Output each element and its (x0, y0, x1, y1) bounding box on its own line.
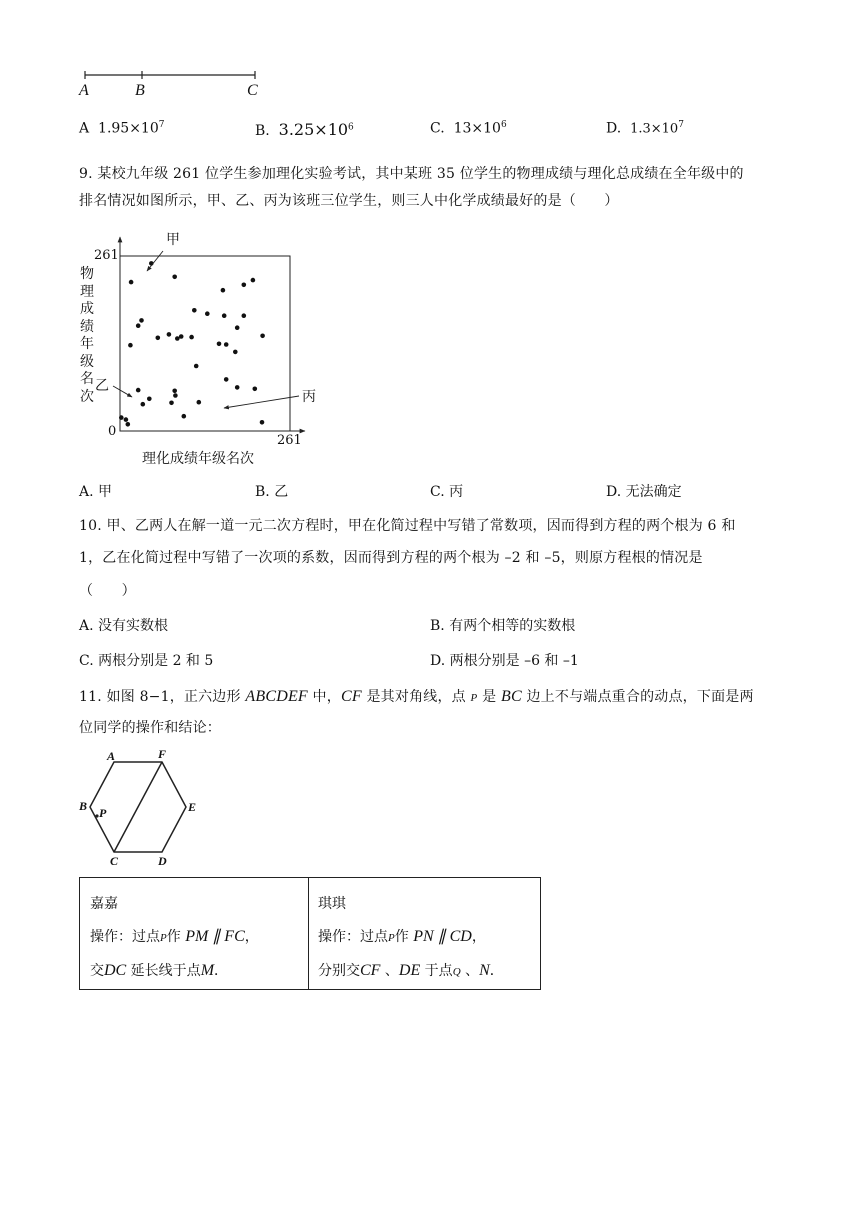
right-cell-result: 分别交CF 、DE 于点Q 、N． (318, 962, 504, 979)
q9-option-a[interactable]: A. 甲 (79, 484, 113, 500)
x-axis-label: 理化成绩年级名次 (142, 451, 254, 467)
data-point-3 (251, 278, 256, 283)
data-point-12 (192, 308, 197, 313)
q9-option-d[interactable]: D. 无法确定 (606, 484, 682, 500)
hex-label-a: A (107, 749, 116, 763)
hex-label-b: B (79, 799, 88, 813)
right-cell-name: 琪琪 (318, 896, 346, 912)
data-point-27 (253, 387, 258, 392)
arrow-jia (147, 251, 163, 271)
q9-stem-line2: 排名情况如图所示，甲、乙、丙为该班三位学生，则三人中化学成绩最好的是（ ） (79, 193, 619, 209)
data-point-21 (224, 342, 229, 347)
data-point-15 (167, 332, 172, 337)
y-axis-label: 物理成绩年级名次 (80, 266, 94, 405)
q9-stem-line1: 9. 某校九年级 261 位学生参加理化实验考试，其中某班 35 位学生的物理成绩与理化总成绩在全年级中的 (79, 166, 744, 182)
q10-stem-line1: 10. 甲、乙两人在解一道一元二次方程时，甲在化简过程中写错了常数项，因而得到方程的两个根为 6 和 (79, 518, 736, 534)
data-point-35 (235, 385, 240, 390)
hexagon-figure (76, 745, 206, 870)
data-point-11 (136, 323, 141, 328)
y-tick-261: 261 (94, 248, 119, 263)
data-point-6 (205, 311, 210, 316)
data-point-37 (182, 414, 187, 419)
hex-label-e: E (188, 800, 197, 814)
q10-option-b[interactable]: B. 有两个相等的实数根 (430, 618, 576, 634)
q8-option-c[interactable]: C. $13\times 10^6$ (430, 120, 507, 137)
diagonal-cf (114, 762, 162, 852)
data-point-33 (126, 422, 131, 427)
data-point-2 (172, 275, 177, 280)
data-point-13 (235, 325, 240, 330)
annot-jia: 甲 (166, 232, 180, 248)
data-point-9 (222, 313, 227, 318)
data-point-34 (194, 364, 199, 369)
data-point-14 (156, 336, 161, 341)
hex-label-d: D (158, 854, 167, 868)
point-label-c: C (247, 82, 258, 99)
q8-option-a[interactable]: A $1.95\times 10^7$ (79, 120, 165, 137)
data-point-23 (224, 377, 229, 382)
data-point-17 (175, 336, 180, 341)
q10-option-a[interactable]: A. 没有实数根 (79, 618, 169, 634)
data-point-28 (169, 401, 174, 406)
data-point-36 (260, 420, 265, 425)
data-point-29 (197, 400, 202, 405)
data-point-38 (136, 388, 141, 393)
data-point-1 (129, 280, 134, 285)
data-point-18 (189, 335, 194, 340)
arrow-bing (224, 396, 299, 408)
q10-stem-line2: 1，乙在化简过程中写错了一次项的系数，因而得到方程的两个根为 –2 和 –5，则原方程根的情况是 (79, 550, 703, 566)
data-point-19 (217, 342, 222, 347)
data-point-32 (124, 417, 129, 422)
q10-option-c[interactable]: C. 两根分别是 2 和 5 (79, 653, 214, 669)
q10-stem-line3: （ ） (79, 583, 136, 599)
annot-bing: 丙 (302, 389, 316, 405)
data-point-22 (128, 343, 133, 348)
data-point-10 (139, 318, 144, 323)
q8-option-b[interactable]: B. $3.25\times 10^6$ (255, 120, 354, 139)
data-point-26 (147, 397, 152, 402)
left-cell-result: 交DC 延长线于点M． (90, 962, 229, 979)
q11-stem-line1: 11. 如图 8−1，正六边形 ABCDEF 中，CF 是其对角线，点 P 是 BC 边上不与端点重合的动点，下面是两 (79, 688, 754, 705)
hex-label-c: C (110, 854, 119, 868)
q10-option-d[interactable]: D. 两根分别是 –6 和 –1 (430, 653, 579, 669)
data-point-4 (242, 283, 247, 288)
data-point-16 (179, 334, 184, 339)
point-label-b: B (135, 82, 145, 99)
data-point-20 (233, 350, 238, 355)
annot-yi: 乙 (95, 378, 109, 394)
left-cell-name: 嘉嘉 (90, 896, 118, 912)
data-point-7 (242, 313, 247, 318)
data-point-8 (260, 334, 265, 339)
hex-label-p: P (99, 806, 107, 820)
right-cell-operation: 操作：过点P作 PN ∥ CD， (318, 928, 486, 945)
data-point-30 (141, 402, 146, 407)
q9-option-c[interactable]: C. 丙 (430, 484, 464, 500)
q9-option-b[interactable]: B. 乙 (255, 484, 289, 500)
data-point-25 (173, 393, 178, 398)
q8-option-d[interactable]: D. $1.3\times 10^7$ (606, 120, 684, 137)
table-divider (308, 878, 309, 989)
hex-label-f: F (158, 747, 167, 761)
data-point-5 (221, 288, 226, 293)
data-point-24 (172, 389, 177, 394)
arrow-yi (113, 386, 132, 397)
data-point-31 (119, 415, 124, 420)
x-tick-0: 0 (108, 424, 117, 439)
x-tick-261: 261 (277, 433, 302, 448)
point-label-a: A (79, 82, 89, 99)
plot-frame (120, 256, 290, 431)
operations-table (79, 877, 541, 990)
left-cell-operation: 操作：过点P作 PM ∥ FC， (90, 928, 259, 945)
q11-stem-line2: 位同学的操作和结论： (79, 720, 221, 736)
